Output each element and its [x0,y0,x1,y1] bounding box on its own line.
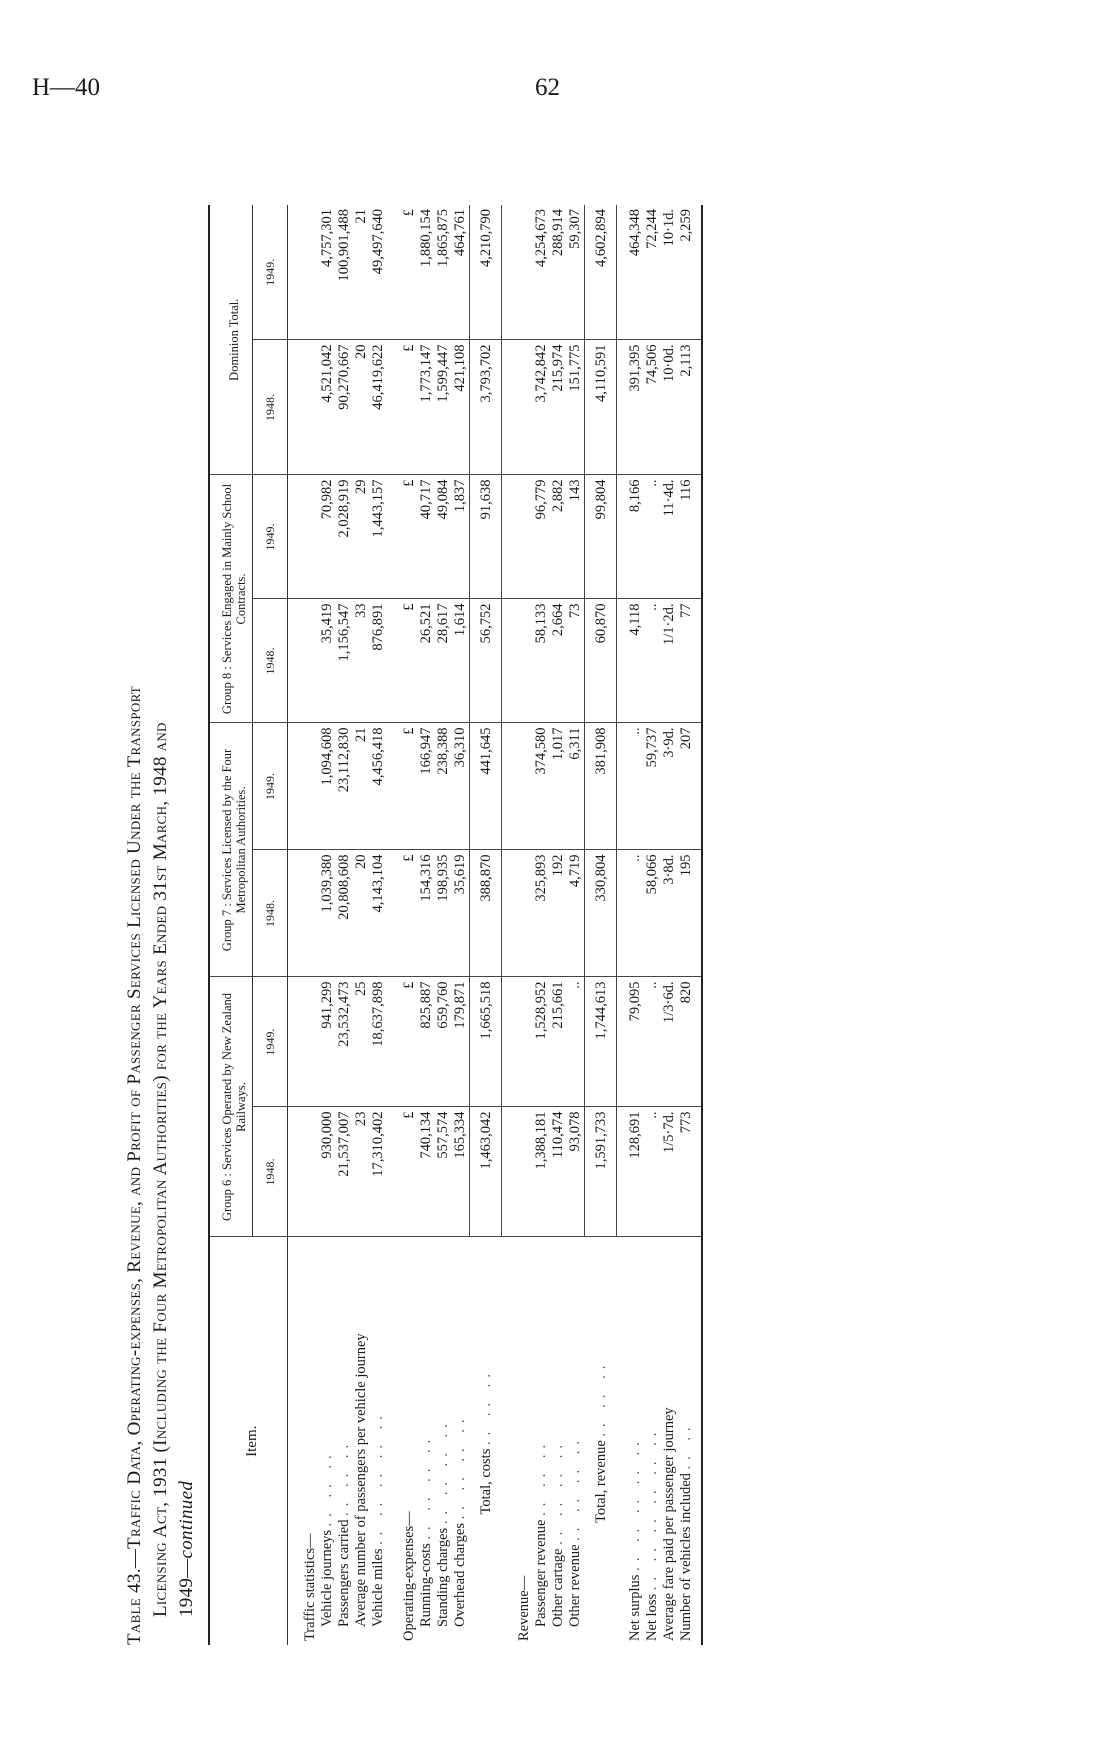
table-row [435,205,452,1645]
cell: 930,000 [319,1107,336,1237]
cell: 33 [353,599,370,723]
cell: 1,463,042 [470,1107,502,1237]
cell: 215,661 [550,977,567,1107]
row-label: Other revenue .. .. .. .. [566,1434,583,1627]
cell: 20 [353,340,370,475]
row-label: Other cartage .. .. .. .. [549,1439,566,1627]
cell: 10·1d. [661,205,678,340]
cell: 1,837 [452,475,470,599]
cell: 198,935 [435,850,452,977]
cell: 1,528,952 [533,977,550,1107]
section-row [288,205,320,1645]
row-label: Running-costs .. .. .. .. [418,1433,434,1627]
table-row [452,205,470,1645]
cell: 421,108 [452,340,470,475]
cell: 1,599,447 [435,340,452,475]
cell: 18,637,898 [370,977,387,1107]
table-row [661,205,678,1645]
table-row [353,205,370,1645]
cell: 28,617 [435,599,452,723]
cell: 29 [353,475,370,599]
cell: 60,870 [584,599,616,723]
row-label: Net surplus .. .. .. .. .. [626,1436,643,1641]
cell: 74,506 [644,340,661,475]
table-row [550,205,567,1645]
cell: 3,793,702 [470,340,502,475]
cell: 464,348 [627,205,644,340]
cell: 4,602,894 [584,205,616,340]
table-row [418,205,435,1645]
pound-sign: £ [387,205,418,340]
row-label: Vehicle miles .. .. .. .. .. [370,1410,386,1627]
cell: 2,113 [678,340,702,475]
cell: 46,419,622 [370,340,387,475]
table-row [678,205,702,1645]
section-traffic: Traffic statistics— [302,1533,318,1641]
cell: 4,757,301 [319,205,336,340]
cell: 441,645 [470,723,502,850]
row-label: Passenger revenue .. .. .. [532,1438,549,1627]
cell: 49,084 [435,475,452,599]
cell: 166,947 [418,723,435,850]
cell: 35,419 [319,599,336,723]
cell: .. [644,977,661,1107]
cell: 1/5·7d. [661,1107,678,1237]
year-header: 1949. [253,723,288,850]
rotated-table-block [122,195,952,1645]
cell: 4,719 [567,850,585,977]
cell: 58,066 [644,850,661,977]
cell: 238,388 [435,723,452,850]
year-header: 1948. [253,850,288,977]
total-row [584,205,616,1645]
cell: .. [644,1107,661,1237]
cell: 49,497,640 [370,205,387,340]
cell: 876,891 [370,599,387,723]
title-continued: continued [176,1480,197,1559]
cell: 11·4d. [661,475,678,599]
cell: 1,744,613 [584,977,616,1107]
cell: 90,270,667 [336,340,353,475]
cell: 1/3·6d. [661,977,678,1107]
cell: 1,880,154 [418,205,435,340]
cell: 21 [353,723,370,850]
cell: 330,804 [584,850,616,977]
table-row [370,205,387,1645]
cell: 941,299 [319,977,336,1107]
cell: .. [644,475,661,599]
cell: 128,691 [627,1107,644,1237]
cell: 77 [678,599,702,723]
cell: 73 [567,599,585,723]
row-label: Overhead charges .. .. .. .. [452,1413,469,1627]
cell: 21 [353,205,370,340]
cell: 100,901,488 [336,205,353,340]
cell: .. [627,850,644,977]
cell: 1,665,518 [470,977,502,1107]
year-header: 1948. [253,1107,288,1237]
row-label: Average number of passengers per vehicle journey [353,1333,369,1627]
cell: 557,574 [435,1107,452,1237]
cell: 215,974 [550,340,567,475]
cell: 21,537,007 [336,1107,353,1237]
dominion-total-header: Dominion Total. [209,205,253,475]
title-line-1: Table 43.—Traffic Data, Operating-expenses, Revenue, and Profit of Passenger Services Licensed Under the Transport [124,685,145,1645]
cell: .. [567,977,585,1107]
row-label: Number of vehicles included .. .. [678,1237,702,1645]
cell: 26,521 [418,599,435,723]
cell: 4,118 [627,599,644,723]
group-6-header: Group 6 : Services Operated by New Zealand Railways. [209,977,253,1237]
cell: 2,882 [550,475,567,599]
pound-sign: £ [387,977,418,1107]
cell: 70,982 [319,475,336,599]
cell: 2,028,919 [336,475,353,599]
cell: 1,591,733 [584,1107,616,1237]
cell: 154,316 [418,850,435,977]
row-label: Passengers carried .. .. .. [336,1438,352,1627]
cell: 4,254,673 [533,205,550,340]
table-row [567,205,585,1645]
cell: 1,388,181 [533,1107,550,1237]
pound-sign: £ [387,850,418,977]
cell: 36,310 [452,723,470,850]
section-row [387,205,418,1645]
total-row [470,205,502,1645]
row-label: Standing charges .. .. .. .. [435,1418,451,1627]
title-line-3 [174,205,200,1645]
cell: 4,143,104 [370,850,387,977]
year-header: 1949. [253,977,288,1107]
cell: 1,094,608 [319,723,336,850]
page-number: 62 [535,74,560,101]
cell: .. [644,599,661,723]
cell: 116 [678,475,702,599]
cell: 17,310,402 [370,1107,387,1237]
cell: 1,443,157 [370,475,387,599]
cell: 3·8d. [661,850,678,977]
cell: 773 [678,1107,702,1237]
cell: 96,779 [533,475,550,599]
cell: 8,166 [627,475,644,599]
cell: 820 [678,977,702,1107]
pound-sign: £ [387,599,418,723]
cell: 58,133 [533,599,550,723]
cell: 143 [567,475,585,599]
table-row [336,205,353,1645]
cell: 56,752 [470,599,502,723]
table-row [533,205,550,1645]
cell: 23 [353,1107,370,1237]
row-label: Total, costs .. .. .. [478,1368,494,1515]
cell: 1,614 [452,599,470,723]
title-year: 1949— [176,1558,197,1617]
cell: 3,742,842 [533,340,550,475]
year-header: 1948. [253,599,288,723]
cell: 151,775 [567,340,585,475]
data-table [208,205,703,1645]
cell: 2,664 [550,599,567,723]
group-header-row [209,205,253,1645]
cell: 207 [678,723,702,850]
pound-sign: £ [387,723,418,850]
cell: 59,737 [644,723,661,850]
row-label: Average fare paid per passenger journey [660,1407,677,1641]
pound-sign: £ [387,1107,418,1237]
cell: 72,244 [644,205,661,340]
year-header: 1948. [253,340,288,475]
cell: 192 [550,850,567,977]
cell: 179,871 [452,977,470,1107]
year-header: 1949. [253,475,288,599]
pound-sign: £ [387,340,418,475]
cell: 4,210,790 [470,205,502,340]
title-line-2: Licensing Act, 1931 (Including the Four Metropolitan Authorities) for the Years Ended 31st March, 1948 and [150,722,171,1617]
cell: 23,112,830 [336,723,353,850]
cell: 388,870 [470,850,502,977]
cell: 1,039,380 [319,850,336,977]
cell: 1,017 [550,723,567,850]
table-title [122,205,200,1645]
row-label: Vehicle journeys .. .. .. [319,1449,335,1627]
cell: 1,865,875 [435,205,452,340]
cell: 381,908 [584,723,616,850]
table-row [644,205,661,1645]
cell: 391,395 [627,340,644,475]
cell: 1,773,147 [418,340,435,475]
year-header: 1949. [253,205,288,340]
cell: 825,887 [418,977,435,1107]
page-reference: H—40 [32,74,101,101]
cell: 288,914 [550,205,567,340]
cell: 91,638 [470,475,502,599]
table-row [319,205,336,1645]
cell: 374,580 [533,723,550,850]
cell: 110,474 [550,1107,567,1237]
cell: 4,521,042 [319,340,336,475]
group-7-header: Group 7 : Services Licensed by the Four Metropolitan Authorities. [209,723,253,977]
cell: 20,808,608 [336,850,353,977]
section-opex: Operating-expenses— [401,1511,417,1641]
cell: 93,078 [567,1107,585,1237]
cell: 25 [353,977,370,1107]
cell: 195 [678,850,702,977]
cell: 4,456,418 [370,723,387,850]
row-label: Total, revenue .. .. .. [592,1359,609,1523]
cell: 659,760 [435,977,452,1107]
section-revenue: Revenue— [515,1575,532,1641]
cell: 740,134 [418,1107,435,1237]
cell: .. [627,723,644,850]
cell: 23,532,473 [336,977,353,1107]
cell: 1/1·2d. [661,599,678,723]
section-row [502,205,533,1645]
cell: 4,110,591 [584,340,616,475]
pound-sign: £ [387,475,418,599]
cell: 40,717 [418,475,435,599]
group-8-header: Group 8 : Services Engaged in Mainly School Contracts. [209,475,253,723]
item-header: Item. [209,1237,288,1645]
cell: 165,334 [452,1107,470,1237]
cell: 2,259 [678,205,702,340]
cell: 1,156,547 [336,599,353,723]
cell: 10·0d. [661,340,678,475]
row-label: Net loss .. .. .. .. .. .. [643,1426,660,1641]
cell: 35,619 [452,850,470,977]
cell: 464,761 [452,205,470,340]
cell: 99,804 [584,475,616,599]
cell: 6,311 [567,723,585,850]
cell: 59,307 [567,205,585,340]
cell: 20 [353,850,370,977]
cell: 325,893 [533,850,550,977]
cell: 79,095 [627,977,644,1107]
cell: 3·9d. [661,723,678,850]
table-row [627,205,644,1645]
